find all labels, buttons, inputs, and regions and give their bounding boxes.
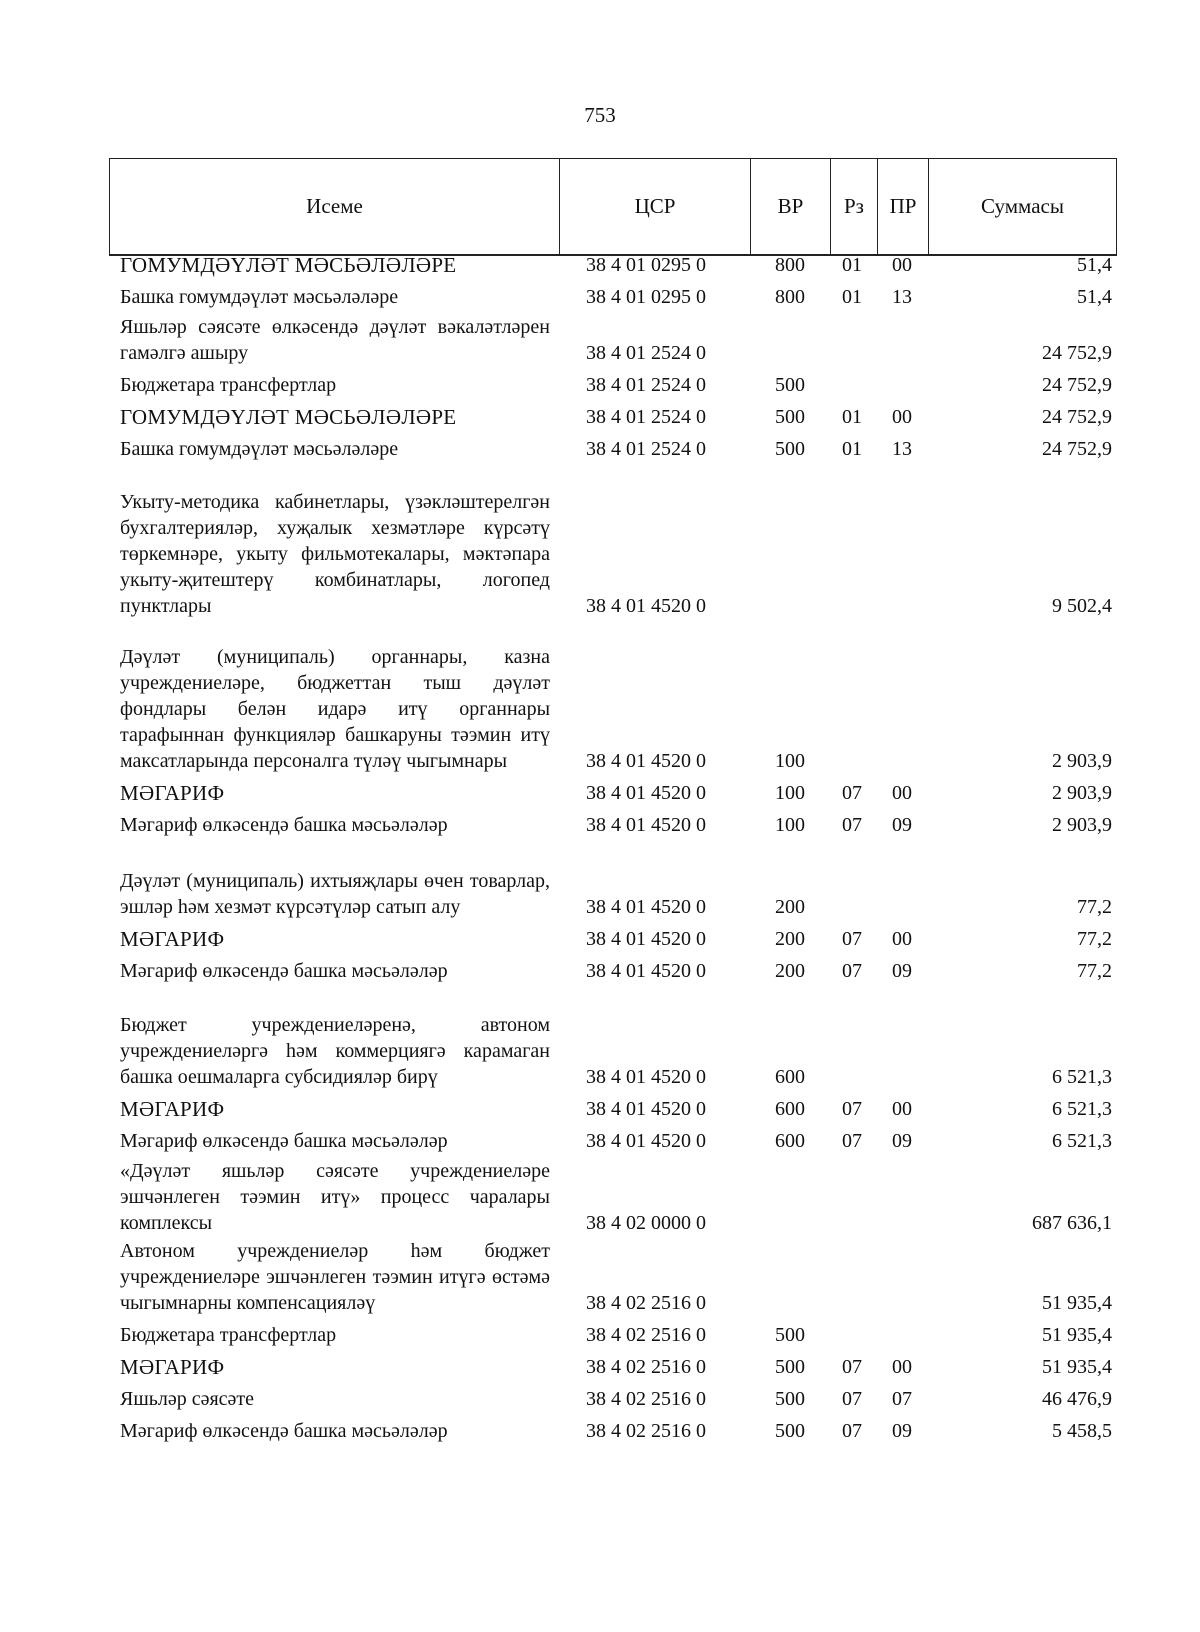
header-name: Исеме — [110, 159, 560, 254]
row-csr: 38 4 01 4520 0 — [586, 960, 706, 982]
row-sum: 77,2 — [1077, 960, 1112, 982]
row-name: Яшьләр сәясәте өлкәсендә дәүләт вәкаләтләрен гамәлгә ашыру — [120, 316, 550, 364]
row-sum: 24 752,9 — [1042, 406, 1112, 428]
row-csr: 38 4 02 2516 0 — [586, 1420, 706, 1442]
row-name: Дәүләт (муниципаль) ихтыяҗлары өчен товарлар, эшләр һәм хезмәт күрсәтүләр сатып алу — [120, 870, 550, 918]
row-name: Мәгариф өлкәсендә башка мәсьәләләр — [120, 1420, 448, 1442]
row-sum: 5 458,5 — [1052, 1420, 1112, 1442]
row-name: Мәгариф өлкәсендә башка мәсьәләләр — [120, 814, 448, 836]
row-rz: 07 — [842, 928, 862, 950]
row-rz: 07 — [842, 1356, 862, 1378]
row-csr: 38 4 02 2516 0 — [586, 1356, 706, 1378]
row-sum: 51,4 — [1077, 286, 1112, 308]
header-csr: ЦСР — [560, 159, 751, 254]
row-sum: 24 752,9 — [1042, 438, 1112, 460]
row-name: Автоном учреждениеләр һәм бюджет учреждениеләре эшчәнлеген тәэмин итүгә өстәмә чыгымнарны компенсацияләү — [120, 1240, 550, 1314]
row-vr: 500 — [775, 1420, 805, 1442]
row-csr: 38 4 01 4520 0 — [586, 1098, 706, 1120]
row-csr: 38 4 01 2524 0 — [586, 406, 706, 428]
row-name: Башка гомумдәүләт мәсьәләләре — [120, 286, 399, 308]
row-name: Дәүләт (муниципаль) органнары, казна учреждениеләре, бюджеттан тыш дәүләт фондлары белән идарә итү органнары тарафыннан функцияләр башкаруны тәэмин итү максатларында персоналга түләү чыгымнары — [120, 646, 550, 772]
row-rz: 07 — [842, 814, 862, 836]
row-csr: 38 4 01 4520 0 — [586, 1130, 706, 1152]
row-csr: 38 4 01 2524 0 — [586, 438, 706, 460]
row-rz: 07 — [842, 1098, 862, 1120]
row-csr: 38 4 01 4520 0 — [586, 1066, 706, 1088]
row-csr: 38 4 01 4520 0 — [586, 750, 706, 772]
header-vr: ВР — [751, 159, 831, 254]
row-name: «Дәүләт яшьләр сәясәте учреждениеләре эшчәнлеген тәэмин итү» процесс чаралары комплексы — [120, 1160, 550, 1234]
row-vr: 100 — [775, 782, 805, 804]
row-pr: 09 — [892, 1420, 912, 1442]
row-csr: 38 4 01 4520 0 — [586, 782, 706, 804]
header-sum: Суммасы — [981, 194, 1064, 218]
row-name: МӘГАРИФ — [120, 927, 225, 951]
row-sum: 2 903,9 — [1052, 782, 1112, 804]
row-sum: 2 903,9 — [1052, 814, 1112, 836]
row-vr: 500 — [775, 1356, 805, 1378]
row-sum: 6 521,3 — [1052, 1066, 1112, 1088]
row-pr: 09 — [892, 960, 912, 982]
row-name: МӘГАРИФ — [120, 1097, 225, 1121]
row-pr: 00 — [892, 406, 912, 428]
row-rz: 01 — [842, 406, 862, 428]
row-csr: 38 4 01 4520 0 — [586, 928, 706, 950]
row-vr: 500 — [775, 406, 805, 428]
row-vr: 500 — [775, 438, 805, 460]
header-rz: Рз — [831, 159, 878, 254]
row-sum: 2 903,9 — [1052, 750, 1112, 772]
row-vr: 200 — [775, 896, 805, 918]
row-rz: 07 — [842, 1388, 862, 1410]
row-csr: 38 4 01 0295 0 — [586, 286, 706, 308]
row-name: Мәгариф өлкәсендә башка мәсьәләләр — [120, 1130, 448, 1152]
row-sum: 51 935,4 — [1042, 1292, 1112, 1314]
row-rz: 07 — [842, 960, 862, 982]
row-vr: 200 — [775, 960, 805, 982]
row-vr: 100 — [775, 814, 805, 836]
header-pr: ПР — [878, 159, 929, 254]
row-pr: 13 — [892, 286, 912, 308]
row-name: Бюджетара трансфертлар — [120, 374, 337, 396]
row-name: ГОМУМДӘҮЛӘТ МӘСЬӘЛӘЛӘРЕ — [120, 405, 457, 429]
row-sum: 77,2 — [1077, 896, 1112, 918]
row-vr: 800 — [775, 286, 805, 308]
row-rz: 07 — [842, 1420, 862, 1442]
row-pr: 09 — [892, 814, 912, 836]
row-csr: 38 4 02 2516 0 — [586, 1292, 706, 1314]
row-csr: 38 4 01 2524 0 — [586, 342, 706, 364]
row-vr: 500 — [775, 374, 805, 396]
row-pr: 00 — [892, 1356, 912, 1378]
row-vr: 600 — [775, 1066, 805, 1088]
row-csr: 38 4 01 4520 0 — [586, 595, 706, 617]
row-sum: 687 636,1 — [1032, 1212, 1112, 1234]
row-csr: 38 4 01 4520 0 — [586, 814, 706, 836]
row-csr: 38 4 02 2516 0 — [586, 1388, 706, 1410]
row-name: Башка гомумдәүләт мәсьәләләре — [120, 438, 399, 460]
row-sum: 6 521,3 — [1052, 1098, 1112, 1120]
row-name: Яшьләр сәясәте — [120, 1388, 255, 1410]
row-name: Бюджет учреждениеләренә, автоном учреждениеләргә һәм коммерциягә карамаган башка оешмаларга субсидияләр бирү — [120, 1014, 550, 1088]
row-sum: 24 752,9 — [1042, 342, 1112, 364]
row-sum: 77,2 — [1077, 928, 1112, 950]
row-pr: 00 — [892, 928, 912, 950]
row-name: МӘГАРИФ — [120, 781, 225, 805]
row-name: Мәгариф өлкәсендә башка мәсьәләләр — [120, 960, 448, 982]
row-rz: 01 — [842, 254, 862, 276]
row-vr: 600 — [775, 1130, 805, 1152]
row-pr: 13 — [892, 438, 912, 460]
row-csr: 38 4 01 4520 0 — [586, 896, 706, 918]
row-pr: 09 — [892, 1130, 912, 1152]
row-rz: 07 — [842, 782, 862, 804]
row-sum: 46 476,9 — [1042, 1388, 1112, 1410]
row-csr: 38 4 01 2524 0 — [586, 374, 706, 396]
row-name: МӘГАРИФ — [120, 1355, 225, 1379]
row-vr: 800 — [775, 254, 805, 276]
row-vr: 200 — [775, 928, 805, 950]
row-csr: 38 4 02 2516 0 — [586, 1324, 706, 1346]
row-csr: 38 4 01 0295 0 — [586, 254, 706, 276]
row-rz: 07 — [842, 1130, 862, 1152]
row-name: ГОМУМДӘҮЛӘТ МӘСЬӘЛӘЛӘРЕ — [120, 253, 457, 277]
row-vr: 500 — [775, 1324, 805, 1346]
row-sum: 6 521,3 — [1052, 1130, 1112, 1152]
row-sum: 24 752,9 — [1042, 374, 1112, 396]
row-pr: 00 — [892, 782, 912, 804]
page-number: 753 — [584, 103, 616, 127]
row-pr: 00 — [892, 1098, 912, 1120]
row-vr: 500 — [775, 1388, 805, 1410]
row-pr: 07 — [892, 1388, 912, 1410]
row-sum: 51 935,4 — [1042, 1324, 1112, 1346]
row-rz: 01 — [842, 438, 862, 460]
row-sum: 51 935,4 — [1042, 1356, 1112, 1378]
row-name: Укыту-методика кабинетлары, үзәкләштерелгән бухгалтерияләр, хуҗалык хезмәтләре күрсәтү төркемнәре, укыту фильмотекалары, мәктәпара укыту-җитештерү комбинатлары, логопед пунктлары — [120, 491, 550, 617]
row-name: Бюджетара трансфертлар — [120, 1324, 337, 1346]
row-csr: 38 4 02 0000 0 — [586, 1212, 706, 1234]
row-vr: 600 — [775, 1098, 805, 1120]
row-rz: 01 — [842, 286, 862, 308]
row-pr: 00 — [892, 254, 912, 276]
row-sum: 51,4 — [1077, 254, 1112, 276]
row-sum: 9 502,4 — [1052, 595, 1112, 617]
row-vr: 100 — [775, 750, 805, 772]
